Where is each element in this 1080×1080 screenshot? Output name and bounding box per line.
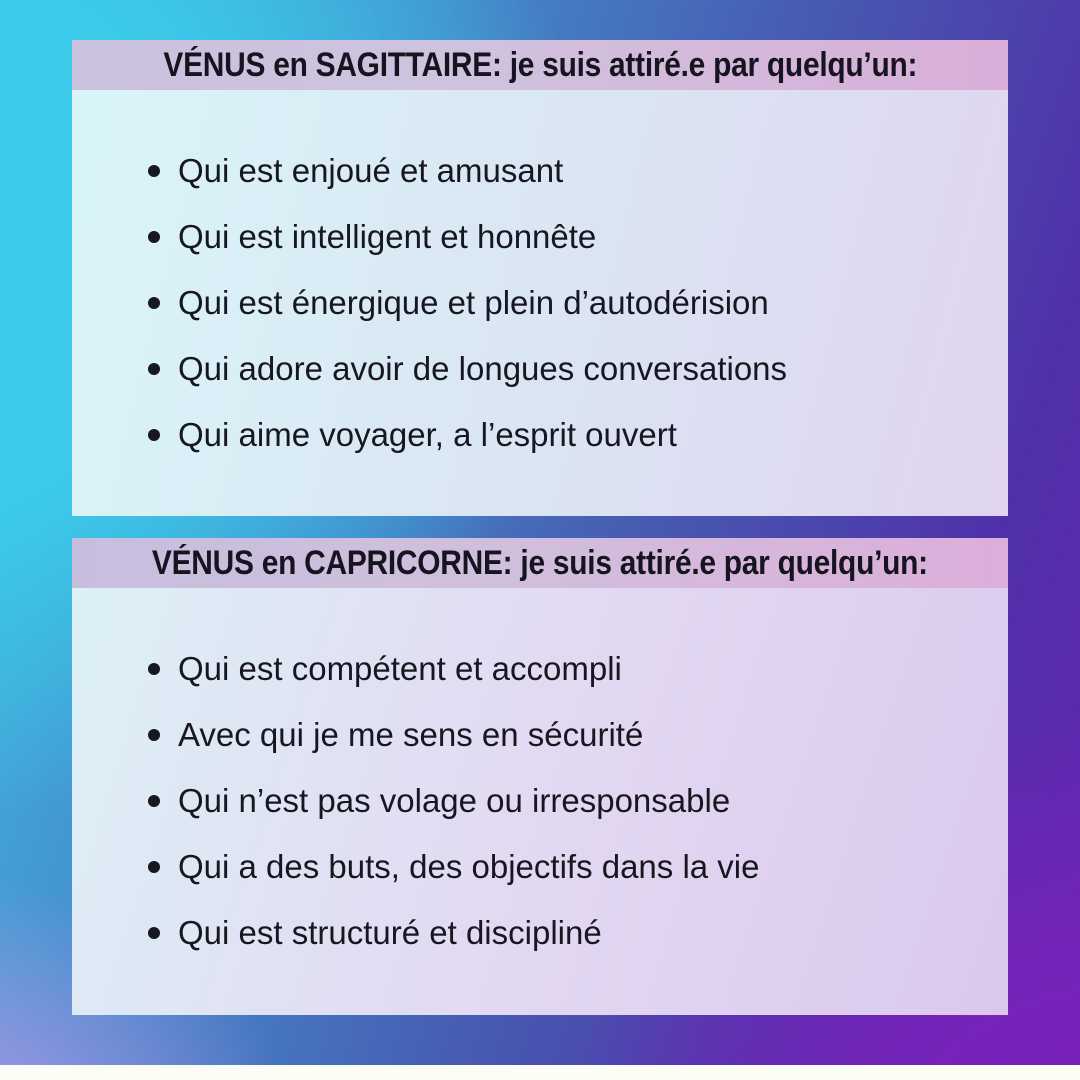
bullet-icon: [148, 663, 160, 675]
card-venus-sagittaire: [72, 40, 1008, 516]
bullet-icon: [148, 795, 160, 807]
traits-list: [72, 588, 1008, 966]
bullet-icon: [148, 363, 160, 375]
list-item-text: Qui est énergique et plein d’autodérision: [178, 284, 769, 321]
card-body: [72, 588, 1008, 1015]
bullet-icon: [148, 297, 160, 309]
bullet-icon: [148, 231, 160, 243]
list-item-text: Qui a des buts, des objectifs dans la vie: [178, 848, 760, 885]
bullet-icon: [148, 165, 160, 177]
list-item: [72, 900, 978, 966]
list-item: [72, 138, 978, 204]
card-venus-capricorne: [72, 538, 1008, 1015]
card-title-bar: [72, 538, 1008, 588]
list-item-text: Qui aime voyager, a l’esprit ouvert: [178, 416, 677, 453]
list-item-text: Avec qui je me sens en sécurité: [178, 716, 644, 753]
list-item-text: Qui est structuré et discipliné: [178, 914, 602, 951]
bottom-strip: [0, 1065, 1080, 1080]
list-item-text: Qui adore avoir de longues conversations: [178, 350, 788, 387]
card-body: [72, 90, 1008, 516]
card-title-bar: [72, 40, 1008, 90]
bullet-icon: [148, 861, 160, 873]
list-item-text: Qui est intelligent et honnête: [178, 218, 597, 255]
list-item-text: Qui est enjoué et amusant: [178, 152, 564, 189]
bullet-icon: [148, 729, 160, 741]
list-item: [72, 402, 978, 468]
bullet-icon: [148, 429, 160, 441]
bullet-icon: [148, 927, 160, 939]
list-item-text: Qui est compétent et accompli: [178, 650, 622, 687]
list-item: [72, 702, 978, 768]
list-item-text: Qui n’est pas volage ou irresponsable: [178, 782, 731, 819]
list-item: [72, 834, 978, 900]
card-title: VÉNUS en SAGITTAIRE: je suis attiré.e par quelqu’un:: [163, 45, 917, 84]
card-title: VÉNUS en CAPRICORNE: je suis attiré.e par quelqu’un:: [152, 543, 928, 582]
list-item: [72, 336, 978, 402]
list-item: [72, 768, 978, 834]
list-item: [72, 204, 978, 270]
list-item: [72, 636, 978, 702]
traits-list: [72, 90, 1008, 468]
list-item: [72, 270, 978, 336]
